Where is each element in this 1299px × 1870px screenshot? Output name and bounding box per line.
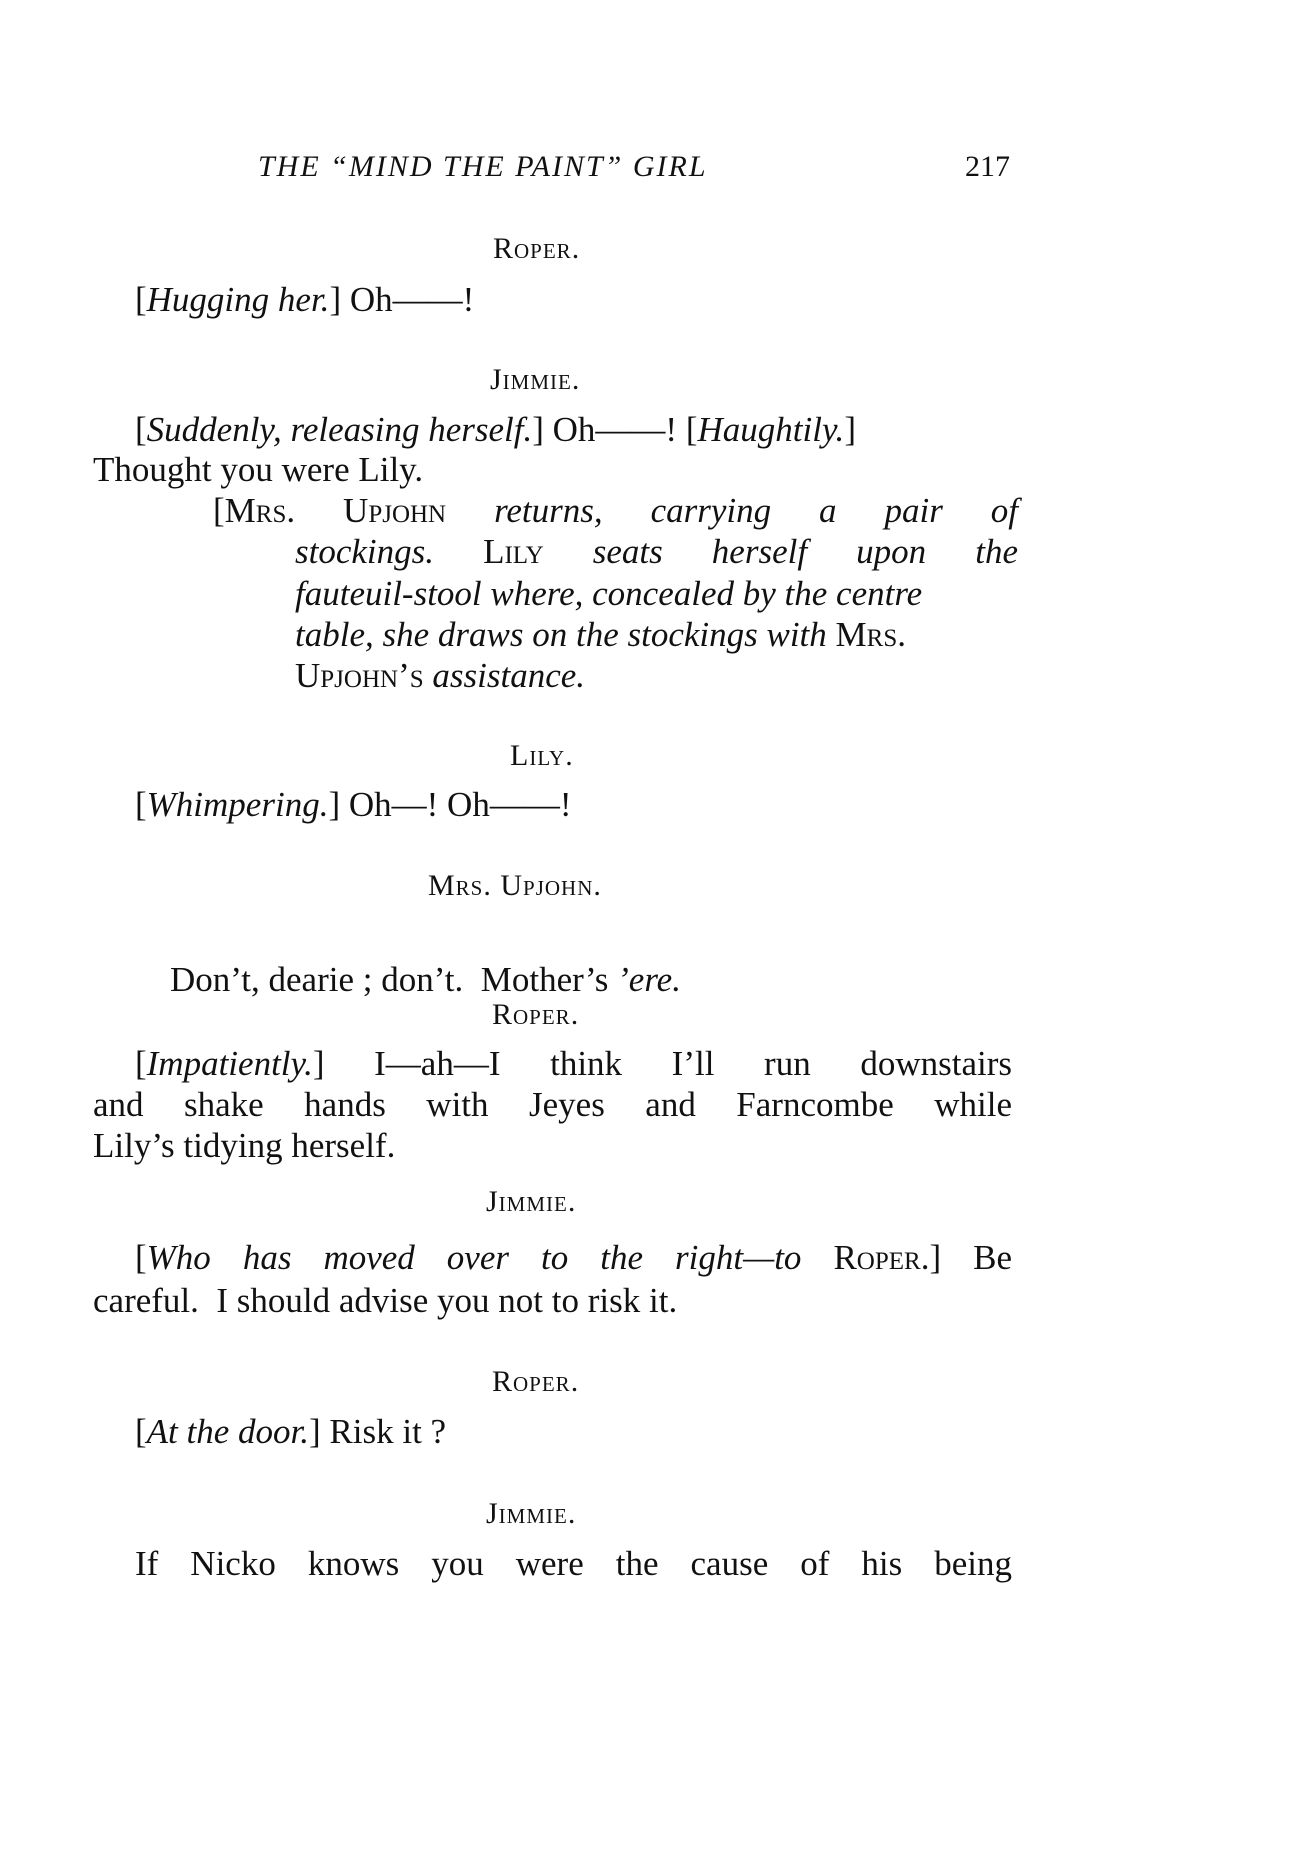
speaker-name: Jimmie. — [486, 1185, 577, 1218]
stage-direction: fauteuil-stool where, concealed by the centre — [295, 574, 923, 613]
running-header — [258, 150, 1018, 184]
speech: ] Be — [929, 1238, 1012, 1277]
dialogue-line: and shake hands with Jeyes and Farncombe while — [93, 1085, 1012, 1124]
bracket: [ — [135, 1044, 147, 1083]
speaker-name: Roper. — [492, 1365, 580, 1398]
dialogue-line: If Nicko knows you were the cause of his being — [135, 1544, 1012, 1583]
bracket: [ — [135, 410, 147, 449]
speaker-name: Roper. — [492, 998, 580, 1031]
stage-direction-line — [295, 654, 585, 698]
stage-direction-line — [213, 489, 1018, 533]
speech-italic: ’ere. — [617, 960, 681, 999]
speech: ] I—ah—I think I’ll run downstairs — [312, 1044, 1012, 1083]
dialogue-line — [135, 1042, 1012, 1086]
speech: ] Risk it ? — [309, 1412, 447, 1451]
bracket: [ — [135, 785, 147, 824]
bracket: [ — [213, 491, 225, 530]
speech: ] Oh——! — [329, 280, 475, 319]
bracket: [ — [135, 280, 147, 319]
speaker-name: Mrs. Upjohn. — [428, 869, 602, 902]
speech: ] Oh——! [ — [532, 410, 698, 449]
stage-direction: stockings. — [295, 532, 435, 571]
dialogue-line: careful. I should advise you not to risk it. — [93, 1281, 678, 1320]
dialogue-line — [135, 278, 474, 322]
stage-direction: seats herself upon the — [592, 532, 1018, 571]
speech: ] Oh—! Oh——! — [328, 785, 572, 824]
stage-direction-line — [295, 613, 906, 657]
stage-direction: assistance. — [423, 656, 586, 695]
dialogue-line: Lily’s tidying herself. — [93, 1126, 396, 1165]
stage-direction: Whimpering. — [146, 785, 329, 824]
dialogue-line: Thought you were Lily. — [93, 450, 424, 489]
stage-direction: returns, carrying a pair of — [446, 491, 1018, 530]
stage-direction: Who has moved over to the right—to — [146, 1238, 802, 1277]
speaker-name: Roper. — [493, 232, 581, 265]
character-name: Upjohn’s — [295, 656, 424, 695]
speaker-name: Lily. — [510, 739, 574, 772]
stage-direction: Impatiently. — [146, 1044, 313, 1083]
stage-direction: Hugging her. — [146, 280, 330, 319]
dialogue-line — [135, 1410, 446, 1454]
speech: Don’t, dearie ; don’t. Mother’s — [170, 960, 618, 999]
stage-direction-line — [295, 572, 922, 616]
bracket: [ — [135, 1412, 147, 1451]
stage-direction: Suddenly, releasing herself. — [146, 410, 533, 449]
dialogue-line — [135, 1236, 1012, 1280]
bracket: ] — [844, 410, 856, 449]
page-number: 217 — [965, 150, 1010, 183]
stage-direction: table, she draws on the stockings with — [295, 615, 827, 654]
stage-direction-line — [295, 530, 1018, 574]
character-name: Mrs. Upjohn — [224, 491, 447, 530]
bracket: [ — [135, 1238, 147, 1277]
stage-direction: Haughtily. — [697, 410, 845, 449]
stage-direction: At the door. — [146, 1412, 310, 1451]
dialogue-line — [135, 783, 571, 827]
dialogue-line — [135, 408, 856, 452]
character-name: Mrs. — [826, 615, 906, 654]
running-title: THE “MIND THE PAINT” GIRL — [258, 150, 708, 183]
dialogue-line — [135, 914, 681, 1046]
speaker-name: Jimmie. — [490, 363, 581, 396]
speaker-name: Jimmie. — [486, 1497, 577, 1530]
character-name: Lily — [434, 532, 593, 571]
character-name: Roper. — [801, 1238, 930, 1277]
